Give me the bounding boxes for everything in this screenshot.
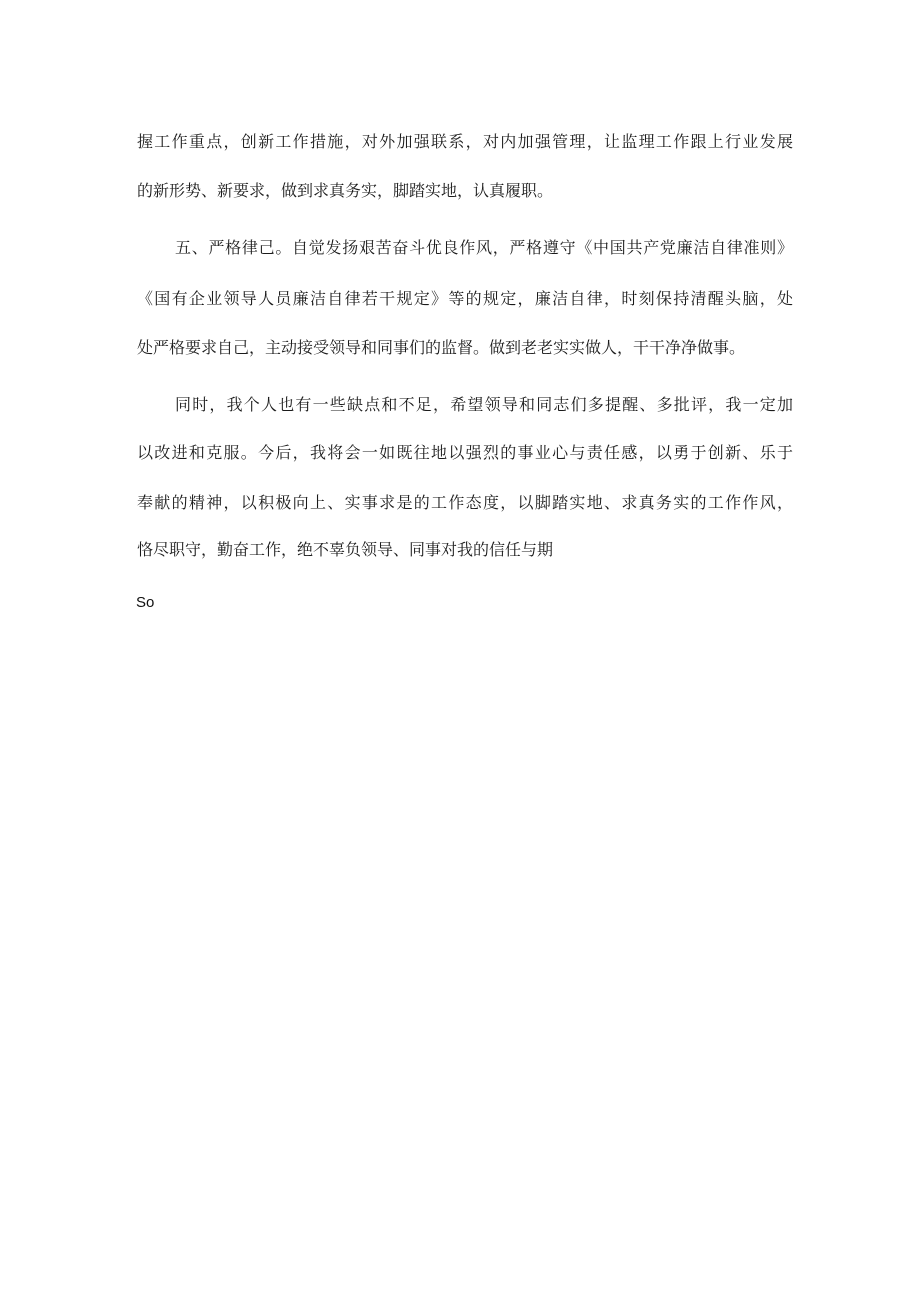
text-line: 奉献的精神，以积极向上、实事求是的工作态度，以脚踏实地、求真务实的工作作风， [137, 493, 793, 512]
text-line: 处严格要求自己，主动接受领导和同事们的监督。做到老老实实做人，干干净净做事。 [137, 338, 746, 357]
text-line: 恪尽职守，勤奋工作，绝不辜负领导、同事对我的信任与期 [137, 540, 554, 559]
text-line: 以改进和克服。今后，我将会一如既往地以强烈的事业心与责任感，以勇于创新、乐于 [137, 443, 793, 462]
text-line: 《国有企业领导人员廉洁自律若干规定》等的规定，廉洁自律，时刻保持清醒头脑，处 [137, 289, 793, 308]
text-line: 五、严格律己。自觉发扬艰苦奋斗优良作风，严格遵守《中国共产党廉洁自律准则》 [175, 238, 793, 257]
text-line: 同时，我个人也有一些缺点和不足，希望领导和同志们多提醒、多批评，我一定加 [175, 395, 793, 414]
text-line: 握工作重点，创新工作措施，对外加强联系，对内加强管理，让监理工作跟上行业发展 [137, 132, 793, 151]
trailing-text: So [136, 594, 155, 611]
text-line: 的新形势、新要求，做到求真务实，脚踏实地，认真履职。 [137, 181, 554, 200]
